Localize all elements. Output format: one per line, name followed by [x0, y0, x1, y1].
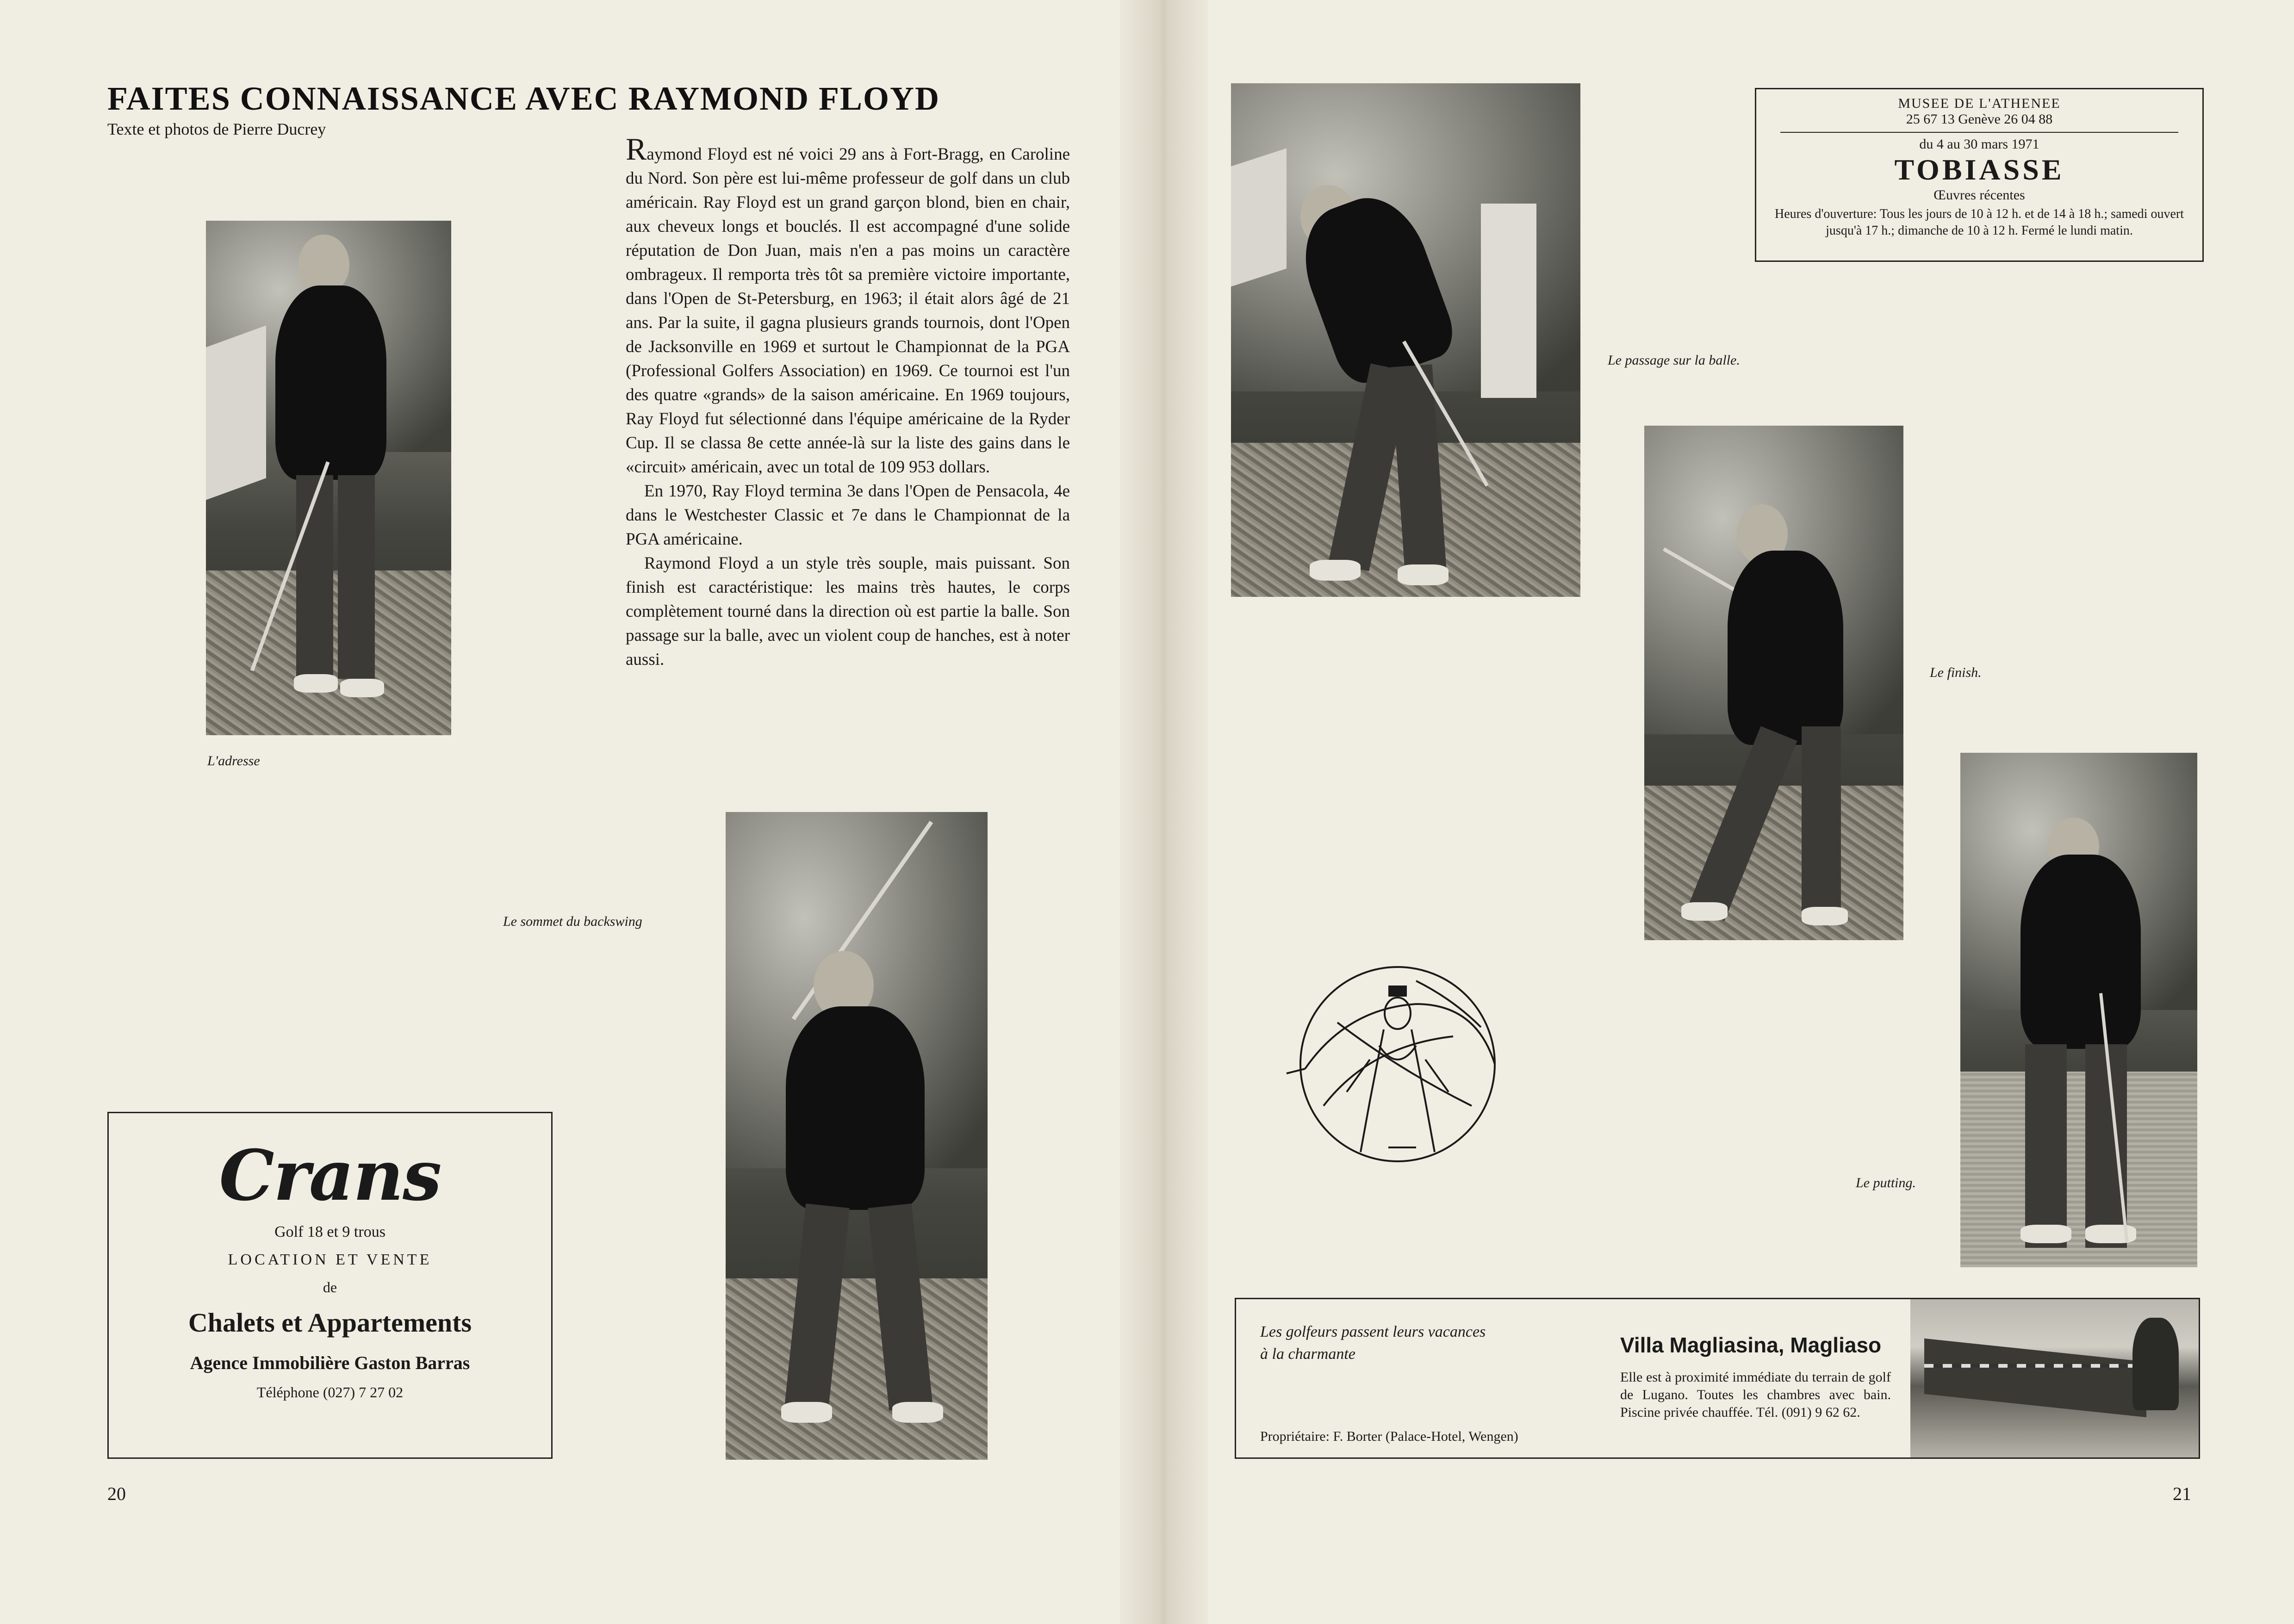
ad-villa-magliasina	[1235, 1298, 2200, 1459]
tobiasse-venue: MUSEE DE L'ATHENEE	[1898, 96, 2061, 111]
ad-crans	[107, 1112, 553, 1459]
article-body	[626, 131, 1070, 672]
photo-backswing	[726, 812, 988, 1460]
crans-line-chalets: Chalets et Appartements	[188, 1308, 472, 1338]
crans-line-golf: Golf 18 et 9 trous	[274, 1223, 385, 1240]
villa-owner: Propriétaire: F. Borter (Palace-Hotel, Wengen)	[1260, 1429, 1518, 1444]
book-gutter	[1120, 0, 1208, 1624]
drop-cap: R	[626, 131, 647, 167]
crans-line-telephone: Téléphone (027) 7 27 02	[256, 1384, 404, 1401]
caption-passage: Le passage sur la balle.	[1608, 353, 1740, 368]
villa-name: Villa Magliasina, Magliaso	[1620, 1333, 1882, 1357]
villa-intro-line2: à la charmante	[1260, 1345, 1355, 1363]
villa-photo	[1910, 1299, 2199, 1457]
tobiasse-artist: TOBIASSE	[1894, 153, 2064, 186]
tobiasse-address: 25 67 13 Genève 26 04 88	[1906, 112, 2053, 127]
page-number-right: 21	[2173, 1483, 2191, 1504]
photo-finish	[1644, 426, 1903, 940]
photo-putting	[1960, 753, 2197, 1267]
tobiasse-dates: du 4 au 30 mars 1971	[1919, 136, 2039, 152]
page-number-left: 20	[107, 1483, 126, 1504]
caption-putting: Le putting.	[1856, 1175, 1916, 1190]
crans-logo: Crans	[219, 1135, 441, 1216]
villa-intro-line1: Les golfeurs passent leurs vacances	[1260, 1323, 1486, 1340]
article-byline: Texte et photos de Pierre Ducrey	[107, 120, 326, 138]
crans-line-location: LOCATION ET VENTE	[228, 1251, 432, 1268]
caption-address: L'adresse	[207, 753, 260, 769]
paragraph-2: En 1970, Ray Floyd termina 3e dans l'Open de Pensacola, 4e dans le Westchester Classic et 7e dans le Championnat de la PGA américaine.	[626, 482, 1070, 549]
crans-line-agence: Agence Immobilière Gaston Barras	[190, 1352, 470, 1373]
crans-line-de: de	[323, 1279, 337, 1295]
article-title: FAITES CONNAISSANCE AVEC RAYMOND FLOYD	[107, 80, 940, 117]
tobiasse-hours: Heures d'ouverture: Tous les jours de 10 à 12 h. et de 14 à 18 h.; samedi ouvert jusqu'à 17 h.; dimanche de 10 à 12 h. Fermé le lundi matin.	[1775, 207, 2184, 238]
photo-address	[206, 221, 451, 735]
tobiasse-rule	[1780, 132, 2178, 133]
caption-backswing: Le sommet du backswing	[503, 914, 642, 929]
villa-description: Elle est à proximité immédiate du terrain de golf de Lugano. Toutes les chambres avec bain. Piscine privée chauffée. Tél. (091) 9 62 62.	[1620, 1370, 1891, 1420]
swing-sketch-drawing	[1277, 953, 1518, 1175]
photo-passage	[1231, 83, 1580, 597]
ad-tobiasse	[1755, 88, 2204, 262]
tobiasse-subtitle: Œuvres récentes	[1933, 187, 2025, 203]
paragraph-3: Raymond Floyd a un style très souple, mais puissant. Son finish est caractéristique: les mains très hautes, le corps complètement tourné dans la direction où est partie la balle. Son passage sur la balle, avec un violent coup de hanches, est à noter aussi.	[626, 554, 1070, 669]
paragraph-1: Raymond Floyd est né voici 29 ans à Fort-Bragg, en Caroline du Nord. Son père est lui-même professeur de golf dans un club américain. Ray Floyd est un grand garçon blond, bien en chair, aux cheveux longs et bouclés. Il est accompagné d'une solide réputation de Don Juan, mais n'en a pas moins un caractère ombrageux. Il remporta très tôt sa première victoire importante, dans l'Open de St-Petersburg, en 1963; il était alors âgé de 21 ans. Par la suite, il gagna plusieurs grands tournois, dont l'Open de Jacksonville en 1969 et surtout le Championnat de la PGA (Professional Golfers Association) en 1969. Ce tournoi est l'un des quatre «grands» de la saison américaine. En 1969 toujours, Ray Floyd fut sélectionné dans l'équipe américaine de la Ryder Cup. Il se classa 8e cette année-là sur la liste des gains dans le «circuit» américain, avec un total de 109 953 dollars.	[626, 131, 1070, 477]
caption-finish: Le finish.	[1930, 665, 1982, 680]
